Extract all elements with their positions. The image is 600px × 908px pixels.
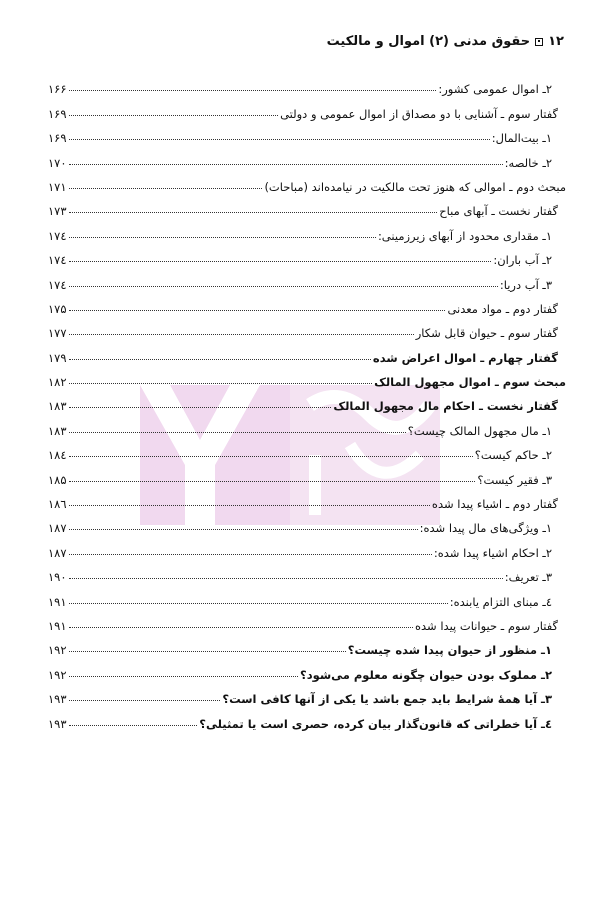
dot-leader (69, 334, 414, 335)
toc-entry-title: ۲ـ احکام اشیاء پیدا شده: (433, 545, 552, 560)
toc-entry[interactable] (48, 535, 566, 559)
dot-leader (69, 407, 332, 408)
toc-entry-page: ۱۹۲ (48, 643, 67, 658)
toc-entry[interactable] (48, 438, 566, 462)
toc-entry-page: ۱۷٤ (48, 253, 67, 268)
toc-entry-title: ٤ـ آیا خطراتی که قانون‌گذار بیان کرده، حصری است یا تمثیلی؟ (199, 716, 552, 731)
toc-entry[interactable] (48, 72, 566, 96)
toc-entry-title: ۱ـ منظور از حیوان پیدا شده چیست؟ (347, 643, 552, 658)
toc-entry-page: ۱۷۵ (48, 301, 67, 316)
dot-leader (69, 188, 263, 189)
dot-leader (69, 90, 437, 91)
table-of-contents (48, 72, 566, 731)
toc-entry-title: گفتار سوم ـ حیوان قابل شکار (415, 326, 558, 341)
toc-entry-page: ۱۹۱ (48, 618, 67, 633)
dot-leader (69, 237, 376, 238)
square-bullet-icon (535, 38, 543, 46)
dot-leader (69, 700, 221, 701)
toc-entry-title: ۲ـ حاکم کیست؟ (474, 448, 552, 463)
toc-entry[interactable] (48, 316, 566, 340)
toc-entry-title: ۳ـ فقیر کیست؟ (477, 472, 552, 487)
dot-leader (69, 481, 476, 482)
dot-leader (69, 529, 418, 530)
page-header (327, 34, 564, 49)
dot-leader (69, 310, 446, 311)
toc-entry-title: گفتار دوم ـ مواد معدنی (447, 301, 558, 316)
dot-leader (69, 578, 503, 579)
toc-entry-page: ۱۸۲ (48, 375, 67, 390)
toc-entry-title: گفتار نخست ـ احکام مال مجهول المالک (333, 399, 558, 414)
toc-entry-title: گفتار چهارم ـ اموال اعراض شده (372, 350, 558, 365)
dot-leader (69, 554, 432, 555)
toc-entry[interactable] (48, 389, 566, 413)
dot-leader (69, 115, 279, 116)
toc-entry-title: ۳ـ آب دریا: (499, 277, 552, 292)
toc-entry[interactable] (48, 706, 566, 730)
dot-leader (69, 456, 473, 457)
toc-entry[interactable] (48, 218, 566, 242)
dot-leader (69, 725, 198, 726)
toc-entry-title: گفتار دوم ـ اشیاء پیدا شده (431, 497, 558, 512)
dot-leader (69, 286, 498, 287)
toc-entry-page: ۱۶۹ (48, 131, 67, 146)
toc-entry[interactable] (48, 609, 566, 633)
toc-entry[interactable] (48, 462, 566, 486)
toc-entry[interactable] (48, 170, 566, 194)
toc-entry-page: ۱۸۷ (48, 521, 67, 536)
toc-entry[interactable] (48, 292, 566, 316)
toc-entry-page: ۱۷٤ (48, 277, 67, 292)
toc-entry-page: ۱۹۳ (48, 692, 67, 707)
toc-entry[interactable] (48, 584, 566, 608)
toc-entry-page: ۱۷۹ (48, 350, 67, 365)
toc-entry-title: ۱ـ مقداری محدود از آبهای زیرزمینی: (377, 228, 552, 243)
toc-entry-page: ۱۸٤ (48, 448, 67, 463)
toc-entry[interactable] (48, 682, 566, 706)
toc-entry-page: ۱۹۱ (48, 594, 67, 609)
toc-entry-title: ۱ـ ویژگی‌های مال پیدا شده: (419, 521, 552, 536)
toc-entry-page: ۱۷۰ (48, 155, 67, 170)
toc-entry-page: ۱۹۰ (48, 570, 67, 585)
dot-leader (69, 505, 430, 506)
toc-entry-page: ۱۹۲ (48, 667, 67, 682)
dot-leader (69, 432, 406, 433)
dot-leader (69, 603, 448, 604)
toc-entry[interactable] (48, 413, 566, 437)
dot-leader (69, 383, 373, 384)
toc-entry[interactable] (48, 657, 566, 681)
toc-entry-page: ۱۷۳ (48, 204, 67, 219)
toc-entry-page: ۱۸۷ (48, 545, 67, 560)
toc-entry-title: ۲ـ آب باران: (493, 253, 552, 268)
toc-entry-page: ۱۷۷ (48, 326, 67, 341)
toc-entry[interactable] (48, 340, 566, 364)
toc-entry-title: ۱ـ بیت‌المال: (491, 131, 552, 146)
dot-leader (69, 676, 299, 677)
toc-entry[interactable] (48, 633, 566, 657)
toc-entry-page: ۱۷۱ (48, 179, 67, 194)
toc-entry[interactable] (48, 96, 566, 120)
toc-entry-page: ۱۸۳ (48, 399, 67, 414)
toc-entry-title: مبحث دوم ـ اموالی که هنوز تحت مالکیت در نیامده‌اند (مباحات) (264, 179, 566, 194)
toc-entry[interactable] (48, 560, 566, 584)
toc-entry[interactable] (48, 267, 566, 291)
toc-entry-page: ۱۶۶ (48, 82, 67, 97)
toc-entry[interactable] (48, 121, 566, 145)
toc-entry[interactable] (48, 194, 566, 218)
toc-entry-title: ۳ـ تعریف: (504, 570, 552, 585)
toc-entry-title: ۳ـ آیا همهٔ شرایط باید جمع باشد یا یکی از آنها کافی است؟ (222, 692, 552, 707)
toc-entry-title: ۲ـ اموال عمومی کشور: (438, 82, 552, 97)
dot-leader (69, 359, 371, 360)
page-number: ۱۲ (548, 34, 564, 49)
toc-entry-title: گفتار نخست ـ آبهای مباح (439, 204, 558, 219)
toc-entry-title: ۲ـ مملوک بودن حیوان چگونه معلوم می‌شود؟ (300, 667, 552, 682)
dot-leader (69, 212, 438, 213)
toc-entry-title: ۲ـ خالصه: (504, 155, 552, 170)
toc-entry-title: مبحث سوم ـ اموال مجهول المالک (374, 375, 566, 390)
toc-entry-page: ۱۸۳ (48, 423, 67, 438)
dot-leader (69, 139, 490, 140)
dot-leader (69, 651, 346, 652)
toc-entry-title: گفتار سوم ـ حیوانات پیدا شده (414, 618, 558, 633)
toc-entry-title: ۱ـ مال مجهول المالک چیست؟ (407, 423, 552, 438)
toc-entry[interactable] (48, 511, 566, 535)
toc-entry-page: ۱۹۳ (48, 716, 67, 731)
dot-leader (69, 164, 503, 165)
toc-entry[interactable] (48, 145, 566, 169)
toc-entry-title: ٤ـ مبنای التزام یابنده: (449, 594, 552, 609)
toc-entry-page: ۱۸٦ (48, 497, 67, 512)
toc-entry-page: ۱۶۹ (48, 106, 67, 121)
toc-entry[interactable] (48, 487, 566, 511)
toc-entry[interactable] (48, 243, 566, 267)
toc-entry-page: ۱۸۵ (48, 472, 67, 487)
toc-entry-title: گفتار سوم ـ آشنایی با دو مصداق از اموال عمومی و دولتی (280, 106, 558, 121)
book-title: حقوق مدنی (۲) اموال و مالکیت (326, 34, 531, 49)
dot-leader (69, 627, 413, 628)
toc-entry-page: ۱۷٤ (48, 228, 67, 243)
dot-leader (69, 261, 492, 262)
toc-entry[interactable] (48, 365, 566, 389)
